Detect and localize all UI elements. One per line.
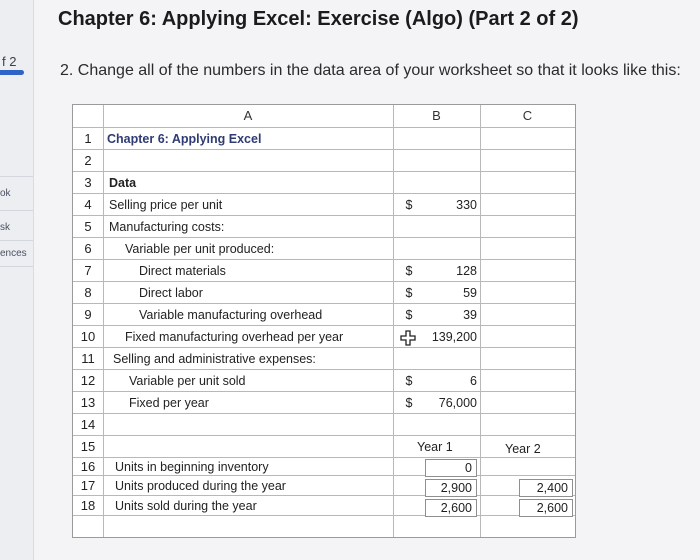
grid-line [73, 391, 575, 392]
row-number[interactable]: 13 [80, 395, 96, 410]
value-cell[interactable]: 128 [456, 264, 477, 278]
grid-line [73, 149, 575, 150]
grid-line [73, 127, 575, 128]
grid-line [73, 325, 575, 326]
row-number[interactable]: 12 [80, 373, 96, 388]
sidebar-page-indicator: f 2 [2, 54, 17, 69]
value-cell[interactable]: 2,600 [519, 499, 573, 517]
row-label[interactable]: Fixed manufacturing overhead per year [125, 330, 344, 344]
grid-line [73, 171, 575, 172]
row-number[interactable]: 8 [84, 285, 92, 300]
currency-symbol: $ [405, 264, 413, 278]
left-sidebar [0, 0, 34, 560]
column-header-c[interactable]: C [522, 108, 533, 123]
row-label[interactable]: Units produced during the year [115, 479, 286, 493]
sheet-title-cell[interactable]: Chapter 6: Applying Excel [107, 132, 262, 146]
grid-line [73, 215, 575, 216]
grid-line [73, 259, 575, 260]
grid-line [73, 435, 575, 436]
row-number[interactable]: 15 [80, 439, 96, 454]
grid-line [73, 495, 575, 496]
value-cell[interactable]: 2,400 [519, 479, 573, 497]
grid-line [73, 281, 575, 282]
sidebar-divider [0, 266, 33, 267]
row-label[interactable]: Fixed per year [129, 396, 209, 410]
sidebar-item-ask[interactable]: sk [0, 222, 10, 233]
row-label[interactable]: Variable per unit produced: [125, 242, 275, 256]
value-cell[interactable]: 0 [425, 459, 477, 477]
instruction-text: 2. Change all of the numbers in the data area of your worksheet so that it looks like this: [60, 62, 681, 79]
row-number[interactable]: 4 [84, 197, 92, 212]
grid-line [480, 105, 481, 537]
currency-symbol: $ [405, 198, 413, 212]
grid-line [73, 515, 575, 516]
value-cell[interactable]: 2,600 [425, 499, 477, 517]
sidebar-divider [0, 176, 33, 177]
sidebar-divider [0, 210, 33, 211]
data-section-label[interactable]: Data [109, 176, 137, 190]
currency-symbol: $ [405, 396, 413, 410]
page-title: Chapter 6: Applying Excel: Exercise (Algo) (Part 2 of 2) [58, 8, 579, 30]
row-number[interactable]: 14 [80, 417, 96, 432]
value-cell[interactable]: 2,900 [425, 479, 477, 497]
row-number[interactable]: 18 [80, 498, 96, 513]
year-1-header[interactable]: Year 1 [417, 440, 453, 454]
row-number[interactable]: 16 [80, 459, 96, 474]
value-cell[interactable]: 39 [463, 308, 477, 322]
value-cell[interactable]: 330 [456, 198, 477, 212]
row-number[interactable]: 3 [84, 175, 92, 190]
row-label[interactable]: Units sold during the year [115, 499, 257, 513]
row-number[interactable]: 1 [84, 131, 92, 146]
row-label[interactable]: Direct materials [139, 264, 226, 278]
value-cell[interactable]: 59 [463, 286, 477, 300]
row-label[interactable]: Manufacturing costs: [109, 220, 225, 234]
sidebar-progress-bar [0, 70, 24, 75]
row-label[interactable]: Selling price per unit [109, 198, 223, 212]
row-number[interactable]: 7 [84, 263, 92, 278]
column-header-b[interactable]: B [432, 108, 441, 123]
row-number[interactable]: 2 [84, 153, 92, 168]
grid-line [73, 237, 575, 238]
year-2-header[interactable]: Year 2 [505, 442, 541, 456]
grid-line [393, 105, 394, 537]
row-label[interactable]: Units in beginning inventory [115, 460, 269, 474]
currency-symbol: $ [405, 286, 413, 300]
currency-symbol: $ [405, 374, 413, 388]
row-label[interactable]: Variable per unit sold [129, 374, 246, 388]
value-cell[interactable]: 6 [470, 374, 477, 388]
grid-line [73, 369, 575, 370]
value-cell[interactable]: 76,000 [438, 396, 477, 410]
grid-line [103, 105, 104, 537]
grid-line [73, 303, 575, 304]
row-label[interactable]: Variable manufacturing overhead [139, 308, 323, 322]
sidebar-divider [0, 240, 33, 241]
currency-symbol: $ [405, 308, 413, 322]
row-number[interactable]: 6 [84, 241, 92, 256]
row-number[interactable]: 11 [81, 351, 95, 366]
row-label[interactable]: Selling and administrative expenses: [113, 352, 316, 366]
value-cell[interactable]: 139,200 [431, 330, 477, 344]
grid-line [73, 193, 575, 194]
row-number[interactable]: 17 [80, 478, 96, 493]
grid-line [73, 413, 575, 414]
row-number[interactable]: 9 [84, 307, 92, 322]
row-number[interactable]: 5 [84, 219, 92, 234]
move-cursor-icon [400, 330, 416, 346]
grid-line [73, 347, 575, 348]
row-number[interactable]: 10 [80, 329, 96, 344]
column-header-a[interactable]: A [243, 108, 253, 123]
row-label[interactable]: Direct labor [139, 286, 203, 300]
spreadsheet [72, 104, 576, 538]
sidebar-item-ebook[interactable]: ok [0, 188, 11, 199]
sidebar-item-references[interactable]: ences [0, 248, 27, 259]
